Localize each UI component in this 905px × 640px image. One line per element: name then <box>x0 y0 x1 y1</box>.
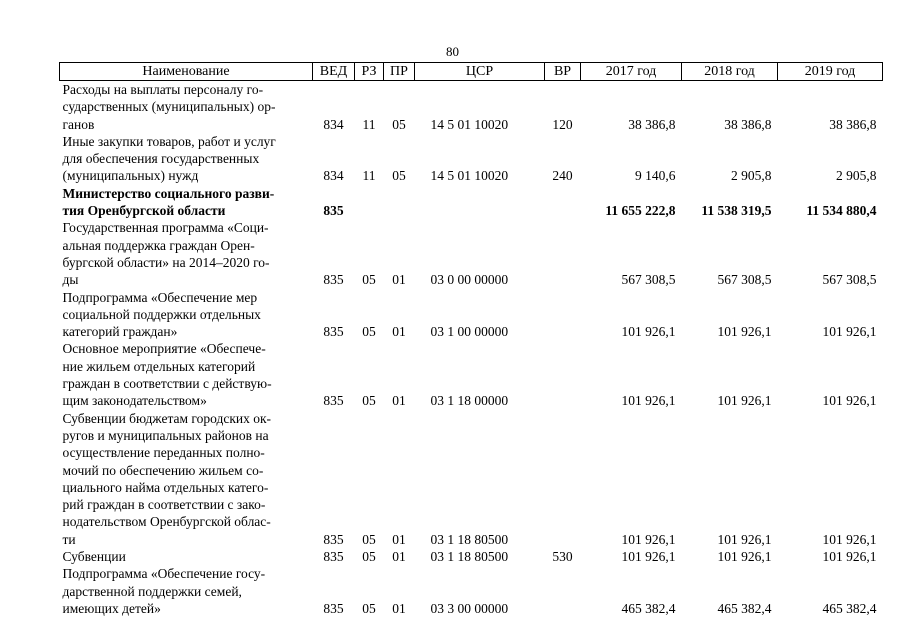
cell-csr <box>415 185 545 220</box>
table-row <box>60 340 883 409</box>
cell-2017: 101 926,1 <box>621 549 676 565</box>
header-csr: ЦСР <box>415 63 545 81</box>
cell-pr: 01 <box>392 393 406 409</box>
cell-2019: 465 382,4 <box>822 600 877 616</box>
table-row <box>60 185 883 220</box>
cell-pr: 05 <box>392 168 406 184</box>
table-row <box>60 81 883 133</box>
cell-2017: 465 382,4 <box>621 600 676 616</box>
header-pr: ПР <box>384 63 415 81</box>
cell-2018: 567 308,5 <box>717 272 772 288</box>
cell-name: Субвенции <box>62 549 126 565</box>
cell-2019: 567 308,5 <box>822 272 877 288</box>
cell-rz: 11 <box>362 116 376 132</box>
page-number: 80 <box>446 44 459 59</box>
budget-table <box>59 62 883 617</box>
cell-rz: 05 <box>362 272 376 288</box>
cell-rz: 05 <box>362 393 376 409</box>
cell-2018: 101 926,1 <box>717 531 772 547</box>
cell-rz: 05 <box>362 600 376 616</box>
cell-2018: 101 926,1 <box>717 549 772 565</box>
cell-2019: 101 926,1 <box>822 531 877 547</box>
cell-2017: 38 386,8 <box>628 116 676 132</box>
cell-csr: 14 5 01 10020 <box>430 168 509 184</box>
cell-csr: 03 3 00 00000 <box>430 600 509 616</box>
cell-vr: 120 <box>552 116 573 132</box>
cell-ved: 834 <box>323 116 344 132</box>
cell-csr: 03 1 18 80500 <box>430 549 509 565</box>
cell-2017: 101 926,1 <box>621 393 676 409</box>
cell-pr <box>384 185 415 220</box>
cell-vr <box>545 219 581 288</box>
cell-vr: 530 <box>552 549 573 565</box>
cell-2019: 2 905,8 <box>836 168 877 184</box>
cell-rz: 05 <box>362 324 376 340</box>
table-row <box>60 219 883 288</box>
cell-2018: 101 926,1 <box>717 324 772 340</box>
cell-pr: 01 <box>392 549 406 565</box>
cell-name: Подпрограмма «Обеспечение мер социальной поддержки отдельных категорий граждан» <box>62 289 261 340</box>
cell-2018: 465 382,4 <box>717 600 772 616</box>
cell-2018: 2 905,8 <box>731 168 772 184</box>
cell-ved: 835 <box>323 549 344 565</box>
cell-ved: 835 <box>323 272 344 288</box>
cell-vr <box>545 410 581 548</box>
cell-name: Расходы на выплаты персоналу го- сударственных (муниципальных) ор- ганов <box>62 82 276 132</box>
header-ved: ВЕД <box>313 63 355 81</box>
header-rz: РЗ <box>355 63 384 81</box>
cell-rz: 05 <box>362 549 376 565</box>
table-row <box>60 548 883 565</box>
cell-2018: 11 538 319,5 <box>701 203 772 219</box>
cell-vr <box>545 565 581 617</box>
cell-pr: 01 <box>392 531 406 547</box>
header-vr: ВР <box>545 63 581 81</box>
cell-rz <box>355 185 384 220</box>
cell-vr: 240 <box>552 168 573 184</box>
cell-vr <box>545 340 581 409</box>
cell-2018: 38 386,8 <box>724 116 772 132</box>
table-row <box>60 410 883 548</box>
table-row <box>60 133 883 185</box>
header-2018: 2018 год <box>682 63 778 81</box>
cell-pr: 01 <box>392 272 406 288</box>
cell-csr: 14 5 01 10020 <box>430 116 509 132</box>
cell-2019: 101 926,1 <box>822 324 877 340</box>
cell-ved: 835 <box>323 531 344 547</box>
cell-2018: 101 926,1 <box>717 393 772 409</box>
cell-csr: 03 1 00 00000 <box>430 324 509 340</box>
cell-name: Иные закупки товаров, работ и услуг для обеспечения государственных (муниципальных) нужд <box>62 133 276 184</box>
cell-ved: 835 <box>323 203 344 219</box>
cell-pr: 05 <box>392 116 406 132</box>
cell-rz: 11 <box>362 168 376 184</box>
cell-csr: 03 1 18 80500 <box>430 531 509 547</box>
cell-pr: 01 <box>392 324 406 340</box>
cell-2017: 101 926,1 <box>621 324 676 340</box>
cell-vr <box>545 289 581 341</box>
cell-name: Государственная программа «Соци- альная поддержка граждан Орен- бургской области» на 2014–2020 го- ды <box>62 220 270 288</box>
cell-name: Министерство социального разви- тия Оренбургской области <box>62 185 275 219</box>
table-row <box>60 565 883 617</box>
cell-2019: 101 926,1 <box>822 549 877 565</box>
cell-csr: 03 0 00 00000 <box>430 272 509 288</box>
cell-name: Основное мероприятие «Обеспече- ние жильем отдельных категорий граждан в соответствии с действую- щим законодательством» <box>62 341 272 409</box>
cell-pr: 01 <box>392 600 406 616</box>
table-row <box>60 289 883 341</box>
cell-vr <box>545 185 581 220</box>
cell-2017: 11 655 222,8 <box>605 203 676 219</box>
cell-name: Субвенции бюджетам городских ок- ругов и муниципальных районов на осуществление переданных полно- мочий по обеспечению жильем со- циального найма отдельных катего- рий граждан в соответствии с зако- нодательством Оренбургской облас- ти <box>62 410 272 547</box>
cell-ved: 835 <box>323 393 344 409</box>
cell-ved: 835 <box>323 324 344 340</box>
cell-rz: 05 <box>362 531 376 547</box>
cell-ved: 835 <box>323 600 344 616</box>
header-2017: 2017 год <box>581 63 682 81</box>
cell-2019: 101 926,1 <box>822 393 877 409</box>
cell-name: Подпрограмма «Обеспечение госу- дарственной поддержки семей, имеющих детей» <box>62 566 266 616</box>
cell-2019: 11 534 880,4 <box>806 203 877 219</box>
cell-2019: 38 386,8 <box>829 116 877 132</box>
table-header-row <box>60 63 883 81</box>
header-2019: 2019 год <box>778 63 883 81</box>
header-name: Наименование <box>60 63 313 81</box>
cell-2017: 9 140,6 <box>635 168 676 184</box>
cell-2017: 567 308,5 <box>621 272 676 288</box>
cell-ved: 834 <box>323 168 344 184</box>
cell-2017: 101 926,1 <box>621 531 676 547</box>
cell-csr: 03 1 18 00000 <box>430 393 509 409</box>
